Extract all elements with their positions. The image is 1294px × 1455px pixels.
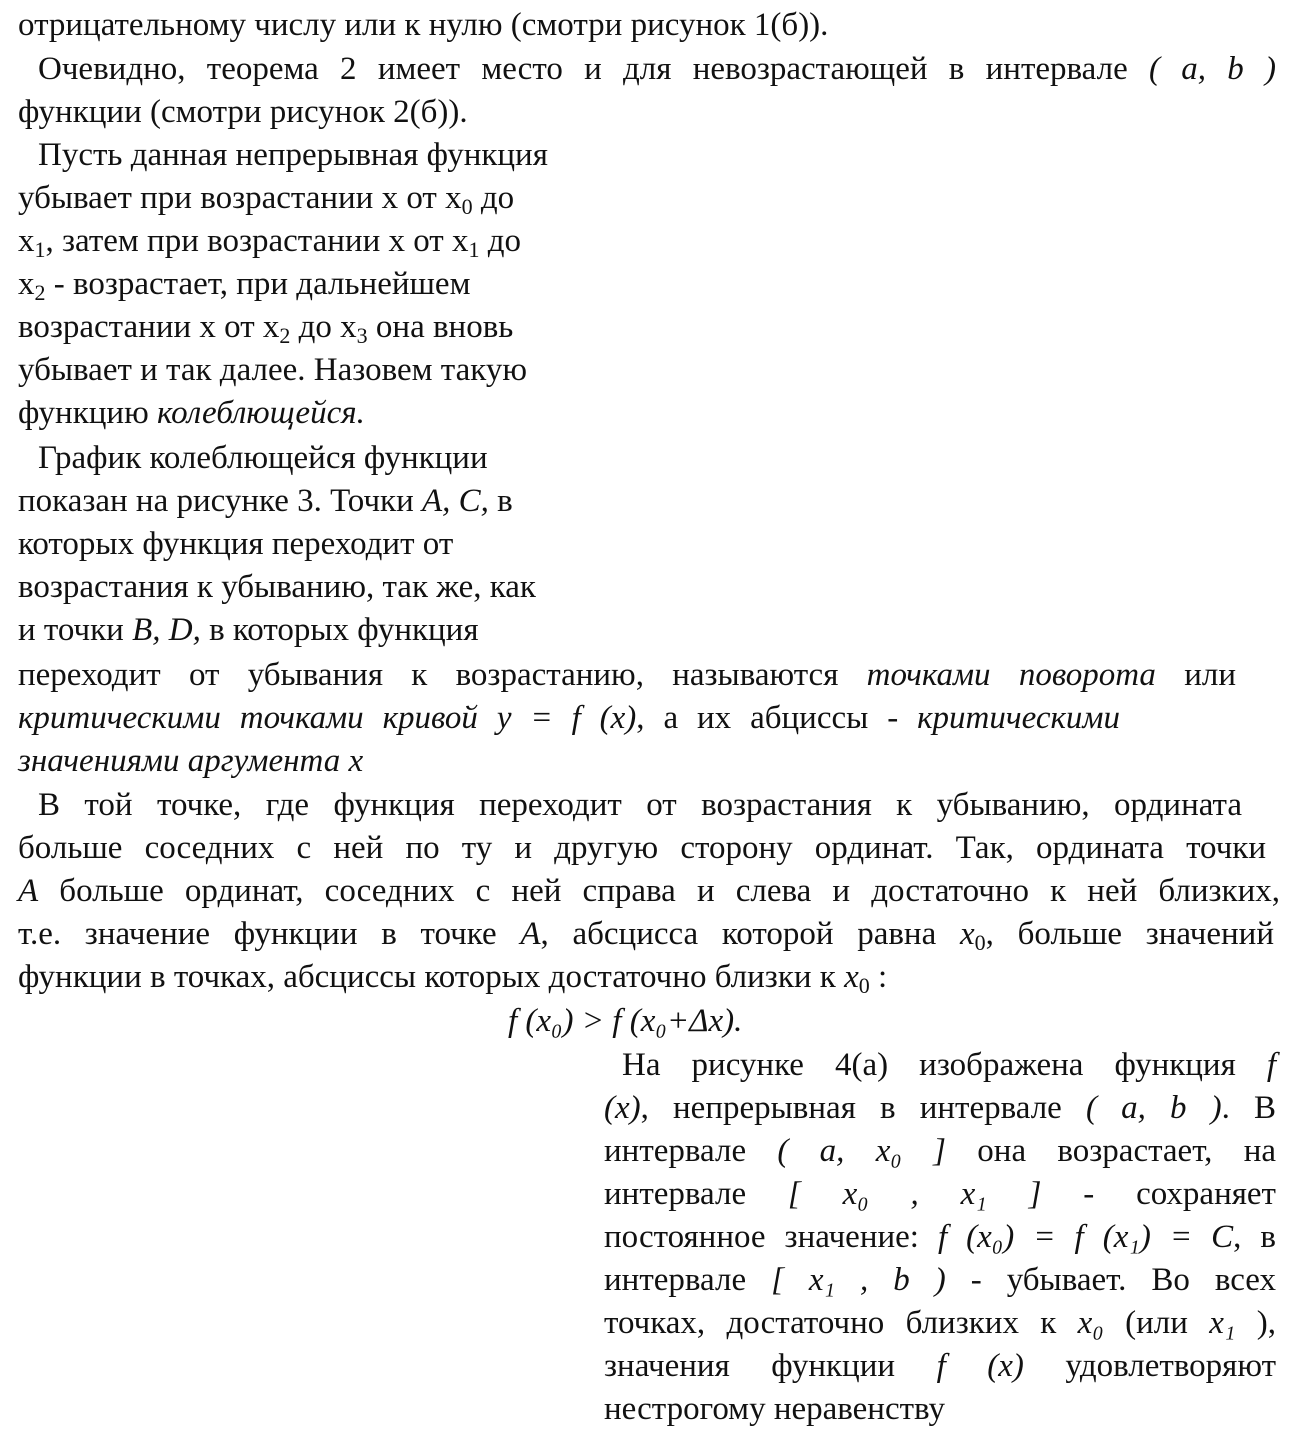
- text-line-28: интервале [ x₀ , x₁ ] - сохраняет: [604, 1176, 1276, 1212]
- text-line-5: убывает при возрастании x от $x_0$ до: [18, 180, 515, 219]
- text-line-27: интервале ( a, x₀ ] она возрастает, на: [604, 1133, 1277, 1169]
- text-line-25: На рисунке 4(a) изображена функция f: [622, 1047, 1276, 1083]
- text-line-22: т.е. значение функции в точке A, абсцисса которой равна $x_0$, больше значений: [18, 916, 1274, 955]
- formula-inequality: f (x₀) > f (x₀+Δx).: [508, 1003, 743, 1039]
- text-line-12: показан на рисунке 3. Точки A, C, в: [18, 483, 513, 519]
- text-line-31: точках, достаточно близких к x₀ (или x₁ ),: [604, 1305, 1276, 1341]
- text-line-4: Пусть данная непрерывная функция: [38, 137, 548, 173]
- text-line-6: $x_1$, затем при возрастании x от $x_1$ до: [18, 223, 522, 262]
- text-line-7: $x_2$ - возрастает, при дальнейшем: [18, 266, 471, 305]
- text-line-13: которых функция переходит от: [18, 526, 454, 562]
- text-line-15: и точки B, D, в которых функция: [18, 612, 479, 648]
- text-line-8: возрастании x от $x_2$ до $x_3$ она вновь: [18, 309, 514, 348]
- text-line-33: нестрогому неравенству: [604, 1391, 945, 1427]
- text-line-19: В той точке, где функция переходит от возрастания к убыванию, ордината: [38, 787, 1242, 823]
- text-line-14: возрастания к убыванию, так же, как: [18, 569, 536, 605]
- text-line-29: постоянное значение: f (x₀) = f (x₁) = C, в: [604, 1219, 1276, 1255]
- text-line-21: A больше ординат, соседних с ней справа и слева и достаточно к ней близких,: [18, 873, 1280, 909]
- text-line-1: отрицательному числу или к нулю (смотри рисунок 1(б)).: [18, 7, 829, 43]
- text-line-17: критическими точками кривой y = f (x), а их абциссы - критическими: [18, 700, 1120, 736]
- text-line-16: переходит от убывания к возрастанию, называются точками поворота или: [18, 657, 1236, 693]
- text-line-23: функции в точках, абсциссы которых достаточно близки к $x_0$ :: [18, 959, 888, 998]
- text-line-30: интервале [ x₁ , b ) - убывает. Во всех: [604, 1262, 1276, 1298]
- text-line-10: функцию колеблющейся.: [18, 395, 365, 431]
- text-line-9: убывает и так далее. Назовем такую: [18, 352, 527, 388]
- text-line-20: больше соседних с ней по ту и другую сторону ординат. Так, ордината точки: [18, 830, 1266, 866]
- text-line-11: График колеблющейся функции: [38, 440, 488, 476]
- text-line-2: Очевидно, теорема 2 имеет место и для невозрастающей в интервале ( a, b ): [38, 51, 1276, 87]
- text-line-3: функции (смотри рисунок 2(б)).: [18, 94, 468, 130]
- text-line-18: значениями аргумента x: [18, 743, 364, 779]
- text-line-32: значения функции f (x) удовлетворяют: [604, 1348, 1276, 1384]
- text-line-26: (x), непрерывная в интервале ( a, b ). В: [604, 1090, 1276, 1126]
